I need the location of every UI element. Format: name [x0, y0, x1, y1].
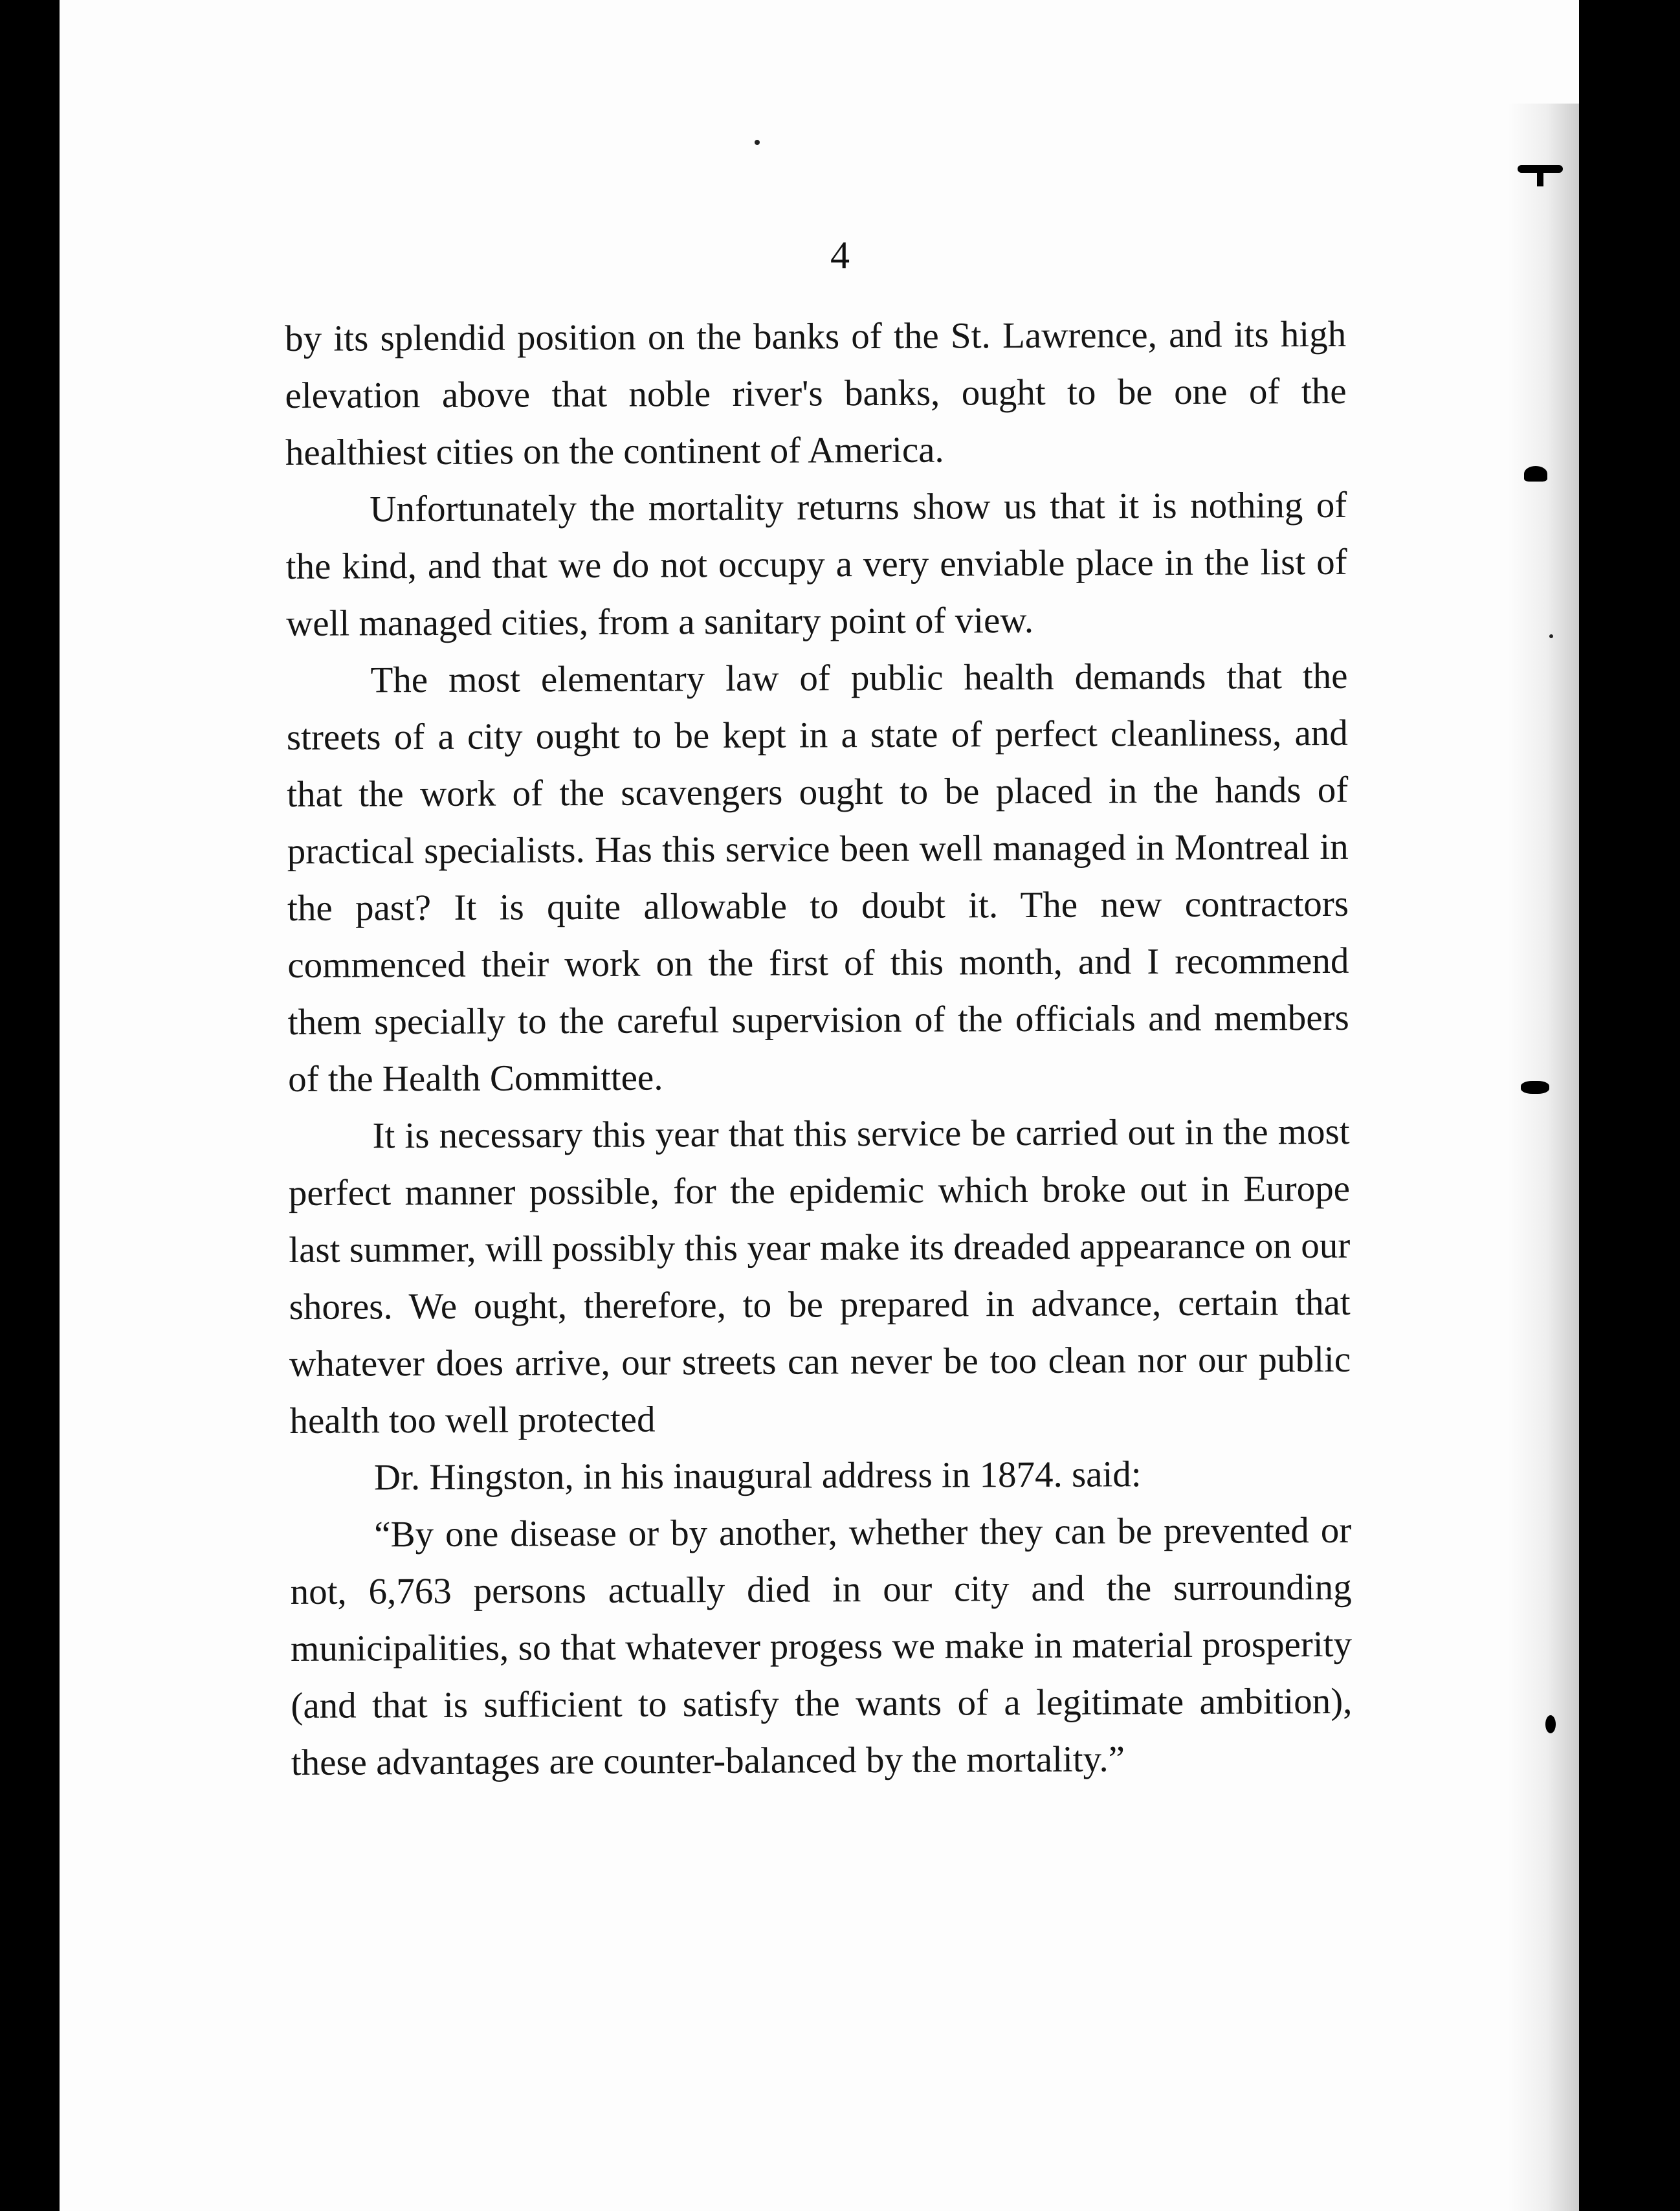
paragraph: Dr. Hingston, in his inaugural address in 1874. said: [373, 1454, 1142, 1498]
quotation-paragraph: “By one disease or by another, whether they can be prevented or not, 6,763 persons actually died in our city and the surrounding municipalities, so that whatever progess we make in material prosperity (and that is sufficient to satisfy the wants of a legitimate ambition), these advantages are counter-balanced by the mortality.” [290, 1509, 1353, 1783]
paragraph: by its splendid position on the banks of the St. Lawrence, and its high elevation above that noble river's banks, ought to be one of the healthiest cities on the continent of America. [285, 313, 1347, 473]
scan-artifact-mark [1537, 167, 1543, 186]
page-number: 4 [830, 234, 850, 276]
page-edge [1579, 0, 1600, 2211]
scan-speck [755, 140, 760, 145]
scan-artifact-mark [1524, 466, 1547, 482]
page-gutter-shadow [1508, 104, 1586, 2211]
paragraph: Unfortunately the mortality returns show us that it is nothing of the kind, and that we do not occupy a very enviable place in the list of well managed cities, from a sanitary point of view. [285, 484, 1347, 644]
scan-artifact-left [0, 1061, 26, 1133]
paragraph: The most elementary law of public health demands that the streets of a city ought to be kept in a state of perfect cleanliness, and that the work of the scavengers ought to be placed in the hands of practical specialists. Has this service been well managed in Montreal in the past? It is quite allowable to doubt it. The new contractors commenced their work on the first of this month, and I recommend them specially to the careful supervision of the officials and members of the Health Committee. [286, 655, 1349, 1100]
scan-artifact-mark [1545, 1715, 1556, 1733]
body-text [285, 306, 1353, 1792]
paragraph: It is necessary this year that this service be carried out in the most perfect manner possible, for the epidemic which broke out in Europe last summer, will possibly this year make its dreaded appearance on our shores. We ought, therefore, to be prepared in advance, certain that whatever does arrive, our streets can never be too clean nor our public health too well protected [288, 1111, 1351, 1441]
scan-speck [1549, 634, 1553, 638]
scan-artifact-mark [1521, 1081, 1549, 1094]
